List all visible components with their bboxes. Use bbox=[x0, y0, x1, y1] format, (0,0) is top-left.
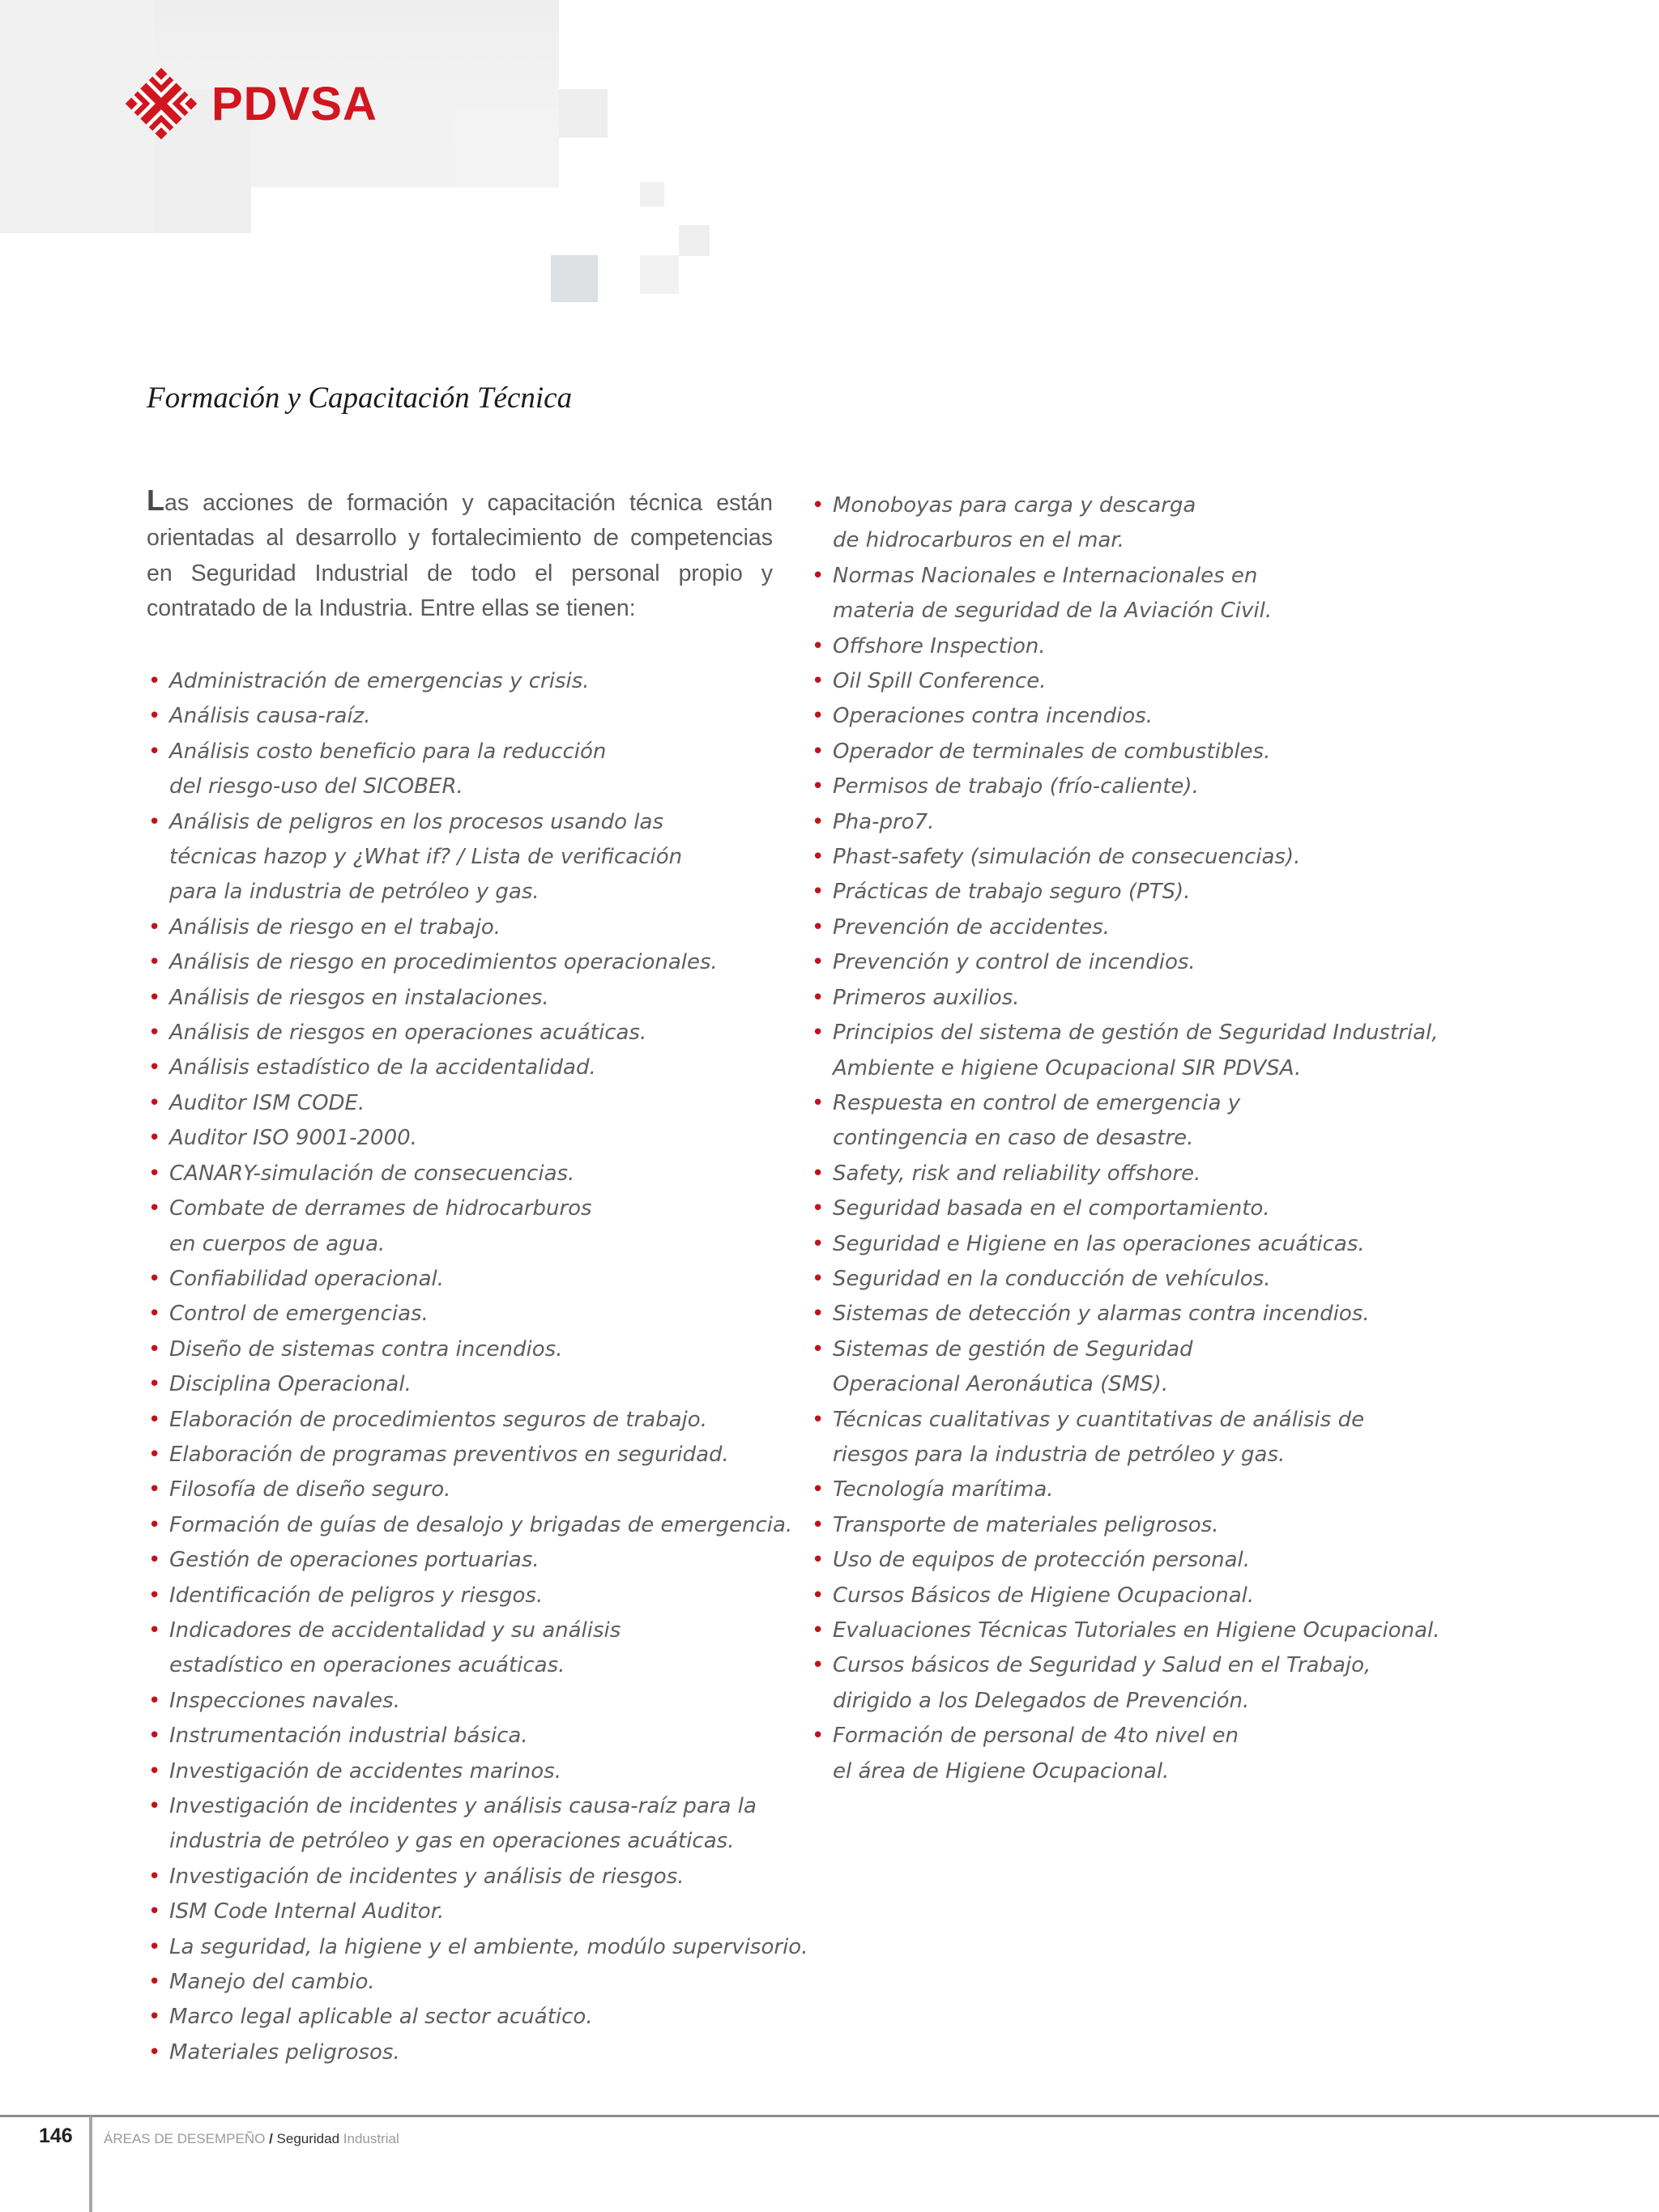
list-item-text: Permisos de trabajo (frío-caliente). bbox=[833, 774, 1199, 799]
decorative-square bbox=[679, 225, 710, 256]
bullet-icon: • bbox=[148, 1302, 161, 1327]
list-item bbox=[810, 1191, 1620, 1226]
list-item-text: Ambiente e higiene Ocupacional SIR PDVSA. bbox=[833, 1055, 1302, 1080]
bullet-icon: • bbox=[148, 1899, 161, 1924]
list-item-text: Phast-safety (simulación de consecuencias). bbox=[833, 845, 1301, 870]
bullet-icon: • bbox=[148, 1688, 161, 1713]
pdvsa-logo bbox=[124, 66, 377, 141]
bullet-icon: • bbox=[812, 914, 825, 940]
list-item-text: Oil Spill Conference. bbox=[833, 669, 1047, 694]
list-item-text: Marco legal aplicable al sector acuático. bbox=[169, 2005, 593, 2030]
bullet-icon: • bbox=[148, 914, 161, 940]
list-item-text: Confiabilidad operacional. bbox=[169, 1266, 445, 1291]
list-item bbox=[147, 1297, 787, 1332]
bullet-icon: • bbox=[812, 563, 825, 588]
list-item-text: el área de Higiene Ocupacional. bbox=[833, 1758, 1170, 1784]
list-item-text: en cuerpos de agua. bbox=[169, 1231, 386, 1256]
list-item bbox=[147, 945, 787, 980]
list-item-text: Control de emergencias. bbox=[169, 1302, 429, 1327]
bullet-icon: • bbox=[812, 985, 825, 1010]
list-item bbox=[810, 1579, 1620, 1613]
footer-subsection-light: Industrial bbox=[343, 2131, 399, 2146]
bullet-icon: • bbox=[812, 633, 825, 658]
list-item-text: de hidrocarburos en el mar. bbox=[833, 528, 1124, 553]
list-item-text: materia de seguridad de la Aviación Civil. bbox=[833, 599, 1273, 624]
bullet-icon: • bbox=[148, 1758, 161, 1784]
bullet-icon: • bbox=[812, 1512, 825, 1537]
list-item bbox=[810, 1648, 1620, 1719]
bullet-icon: • bbox=[812, 1548, 825, 1573]
list-item-text: Operacional Aeronáutica (SMS). bbox=[833, 1372, 1169, 1397]
list-item bbox=[147, 1086, 787, 1121]
bullet-icon: • bbox=[812, 950, 825, 975]
list-item-text: Seguridad basada en el comportamiento. bbox=[833, 1196, 1270, 1221]
list-item-text: Análisis de riesgos en operaciones acuáticas. bbox=[169, 1021, 647, 1046]
page-number: 146 bbox=[39, 2125, 73, 2147]
list-item bbox=[147, 1157, 787, 1191]
list-item-text: Análisis de riesgo en procedimientos operacionales. bbox=[169, 950, 718, 975]
list-item bbox=[810, 559, 1620, 629]
bullet-icon: • bbox=[812, 1302, 825, 1327]
list-item-text: Sistemas de detección y alarmas contra incendios. bbox=[833, 1302, 1370, 1327]
bullet-icon: • bbox=[148, 1336, 161, 1362]
list-item-text: Investigación de incidentes y análisis causa-raíz para la bbox=[169, 1794, 757, 1818]
list-item-text: Prácticas de trabajo seguro (PTS). bbox=[833, 880, 1191, 905]
list-item bbox=[147, 1754, 787, 1789]
list-item bbox=[147, 699, 787, 734]
list-item-text: dirigido a los Delegados de Prevención. bbox=[833, 1688, 1250, 1713]
list-item bbox=[810, 1157, 1620, 1191]
list-item-text: Prevención de accidentes. bbox=[833, 914, 1110, 940]
list-item-text: Análisis de peligros en los procesos usando las bbox=[169, 809, 663, 834]
list-item-text: Offshore Inspection. bbox=[833, 633, 1046, 658]
list-item bbox=[147, 805, 787, 910]
list-item bbox=[147, 735, 787, 805]
bullet-icon: • bbox=[148, 950, 161, 975]
list-item-text: Operador de terminales de combustibles. bbox=[833, 739, 1271, 764]
list-item bbox=[810, 1508, 1620, 1543]
list-item-text: industria de petróleo y gas en operaciones acuáticas. bbox=[169, 1829, 735, 1854]
list-item-text: Monoboyas para carga y descarga bbox=[833, 493, 1196, 518]
list-item-text: Formación de guías de desalojo y brigadas de emergencia. bbox=[169, 1512, 793, 1537]
list-item bbox=[810, 629, 1620, 664]
list-item bbox=[147, 1191, 787, 1262]
list-item bbox=[147, 1473, 787, 1507]
bullet-icon: • bbox=[148, 809, 161, 834]
list-item bbox=[810, 875, 1620, 910]
list-item-text: Análisis causa-raíz. bbox=[169, 704, 371, 729]
list-item bbox=[810, 805, 1620, 840]
footer-subsection-main: Seguridad bbox=[276, 2131, 340, 2146]
list-item bbox=[147, 1403, 787, 1438]
list-item bbox=[147, 1262, 787, 1297]
bullet-icon: • bbox=[812, 774, 825, 799]
list-item bbox=[147, 1684, 787, 1719]
list-item-text: Uso de equipos de protección personal. bbox=[833, 1548, 1250, 1573]
list-item-text: Identificación de peligros y riesgos. bbox=[169, 1583, 544, 1608]
list-item-text: Respuesta en control de emergencia y bbox=[833, 1090, 1241, 1115]
list-item-text: Gestión de operaciones portuarias. bbox=[169, 1548, 539, 1573]
list-item-text: Disciplina Operacional. bbox=[169, 1372, 412, 1397]
list-item bbox=[810, 664, 1620, 699]
intro-paragraph bbox=[147, 483, 773, 627]
list-item bbox=[810, 1262, 1620, 1297]
decorative-square bbox=[454, 138, 559, 186]
footer-divider bbox=[89, 2116, 92, 2212]
list-item-text: Seguridad en la conducción de vehículos. bbox=[833, 1266, 1271, 1291]
list-item-text: Principios del sistema de gestión de Seguridad Industrial, bbox=[833, 1021, 1439, 1046]
intro-dropcap: L bbox=[147, 484, 164, 517]
bullet-icon: • bbox=[812, 669, 825, 694]
intro-text: as acciones de formación y capacitación técnica están orientadas al desarrollo y fortalecimiento de competencias en Seguridad Industrial de todo el personal propio y contratado de la Industria. Entre ellas se tienen: bbox=[147, 490, 773, 622]
footer-breadcrumb bbox=[104, 2131, 399, 2147]
section-title: Formación y Capacitación Técnica bbox=[147, 381, 573, 415]
list-item bbox=[147, 1332, 787, 1367]
list-item bbox=[147, 1965, 787, 2000]
list-item-text: Manejo del cambio. bbox=[169, 1970, 375, 1995]
list-item bbox=[147, 1719, 787, 1754]
list-item-text: Elaboración de procedimientos seguros de trabajo. bbox=[169, 1407, 707, 1432]
list-item-text: Formación de personal de 4to nivel en bbox=[833, 1724, 1239, 1749]
list-item-text: Safety, risk and reliability offshore. bbox=[833, 1161, 1201, 1186]
list-item bbox=[810, 1613, 1620, 1648]
list-item bbox=[147, 1930, 808, 1965]
bullet-icon: • bbox=[148, 1442, 161, 1467]
list-item bbox=[810, 1297, 1620, 1332]
list-item-text: Normas Nacionales e Internacionales en bbox=[833, 563, 1258, 588]
list-item bbox=[147, 1613, 787, 1684]
bullet-icon: • bbox=[148, 1021, 161, 1046]
list-item-text: Cursos básicos de Seguridad y Salud en el Trabajo, bbox=[833, 1653, 1371, 1678]
list-item bbox=[810, 981, 1620, 1016]
bullet-icon: • bbox=[148, 739, 161, 764]
list-item-text: Análisis estadístico de la accidentalidad. bbox=[169, 1055, 596, 1080]
bullet-icon: • bbox=[148, 1055, 161, 1080]
list-item bbox=[810, 769, 1620, 804]
bullet-icon: • bbox=[812, 1231, 825, 1256]
bullet-icon: • bbox=[148, 1126, 161, 1151]
bullet-icon: • bbox=[148, 1407, 161, 1432]
list-item-text: Primeros auxilios. bbox=[833, 985, 1020, 1010]
list-item-text: para la industria de petróleo y gas. bbox=[169, 880, 539, 905]
list-item bbox=[810, 1403, 1620, 1473]
bullet-icon: • bbox=[812, 739, 825, 764]
list-item bbox=[810, 1016, 1620, 1086]
list-item bbox=[147, 1121, 787, 1156]
bullet-icon: • bbox=[812, 493, 825, 518]
bullet-icon: • bbox=[148, 669, 161, 693]
list-item bbox=[810, 910, 1620, 945]
list-item-text: técnicas hazop y ¿What if? / Lista de verificación bbox=[169, 845, 683, 870]
list-item bbox=[810, 945, 1620, 980]
list-item-text: La seguridad, la higiene y el ambiente, modúlo supervisorio. bbox=[169, 1934, 808, 1959]
bullet-icon: • bbox=[148, 1090, 161, 1115]
decorative-square bbox=[640, 255, 679, 294]
list-item-text: Instrumentación industrial básica. bbox=[169, 1724, 528, 1749]
bullet-icon: • bbox=[812, 1407, 825, 1432]
list-item bbox=[810, 1332, 1620, 1403]
bullet-icon: • bbox=[812, 1021, 825, 1046]
bullet-icon: • bbox=[812, 1653, 825, 1678]
list-item bbox=[147, 981, 787, 1016]
list-item bbox=[147, 1016, 787, 1051]
list-item bbox=[147, 1860, 787, 1894]
list-item bbox=[810, 840, 1620, 875]
list-item-text: del riesgo-uso del SICOBER. bbox=[169, 774, 463, 799]
decorative-square bbox=[640, 182, 664, 207]
bullet-icon: • bbox=[148, 1266, 161, 1291]
list-item-text: Materiales peligrosos. bbox=[169, 2039, 400, 2065]
list-item bbox=[810, 699, 1620, 734]
list-item bbox=[810, 1473, 1620, 1507]
bullet-icon: • bbox=[148, 1512, 161, 1537]
list-item-text: Investigación de accidentes marinos. bbox=[169, 1758, 561, 1784]
list-item bbox=[147, 2035, 787, 2070]
list-item bbox=[147, 1438, 787, 1473]
bullet-icon: • bbox=[148, 985, 161, 1010]
list-item bbox=[810, 1719, 1620, 1789]
list-item bbox=[810, 1543, 1620, 1578]
bullet-icon: • bbox=[148, 1970, 161, 1995]
list-item-text: Operaciones contra incendios. bbox=[833, 704, 1153, 729]
list-item-text: ISM Code Internal Auditor. bbox=[169, 1899, 445, 1924]
list-item-text: Filosofía de diseño seguro. bbox=[169, 1477, 451, 1502]
footer-rule bbox=[0, 2115, 1659, 2117]
list-item bbox=[147, 1789, 787, 1860]
bullet-icon: • bbox=[148, 1548, 161, 1573]
bullet-icon: • bbox=[812, 704, 825, 729]
list-item-text: Elaboración de programas preventivos en seguridad. bbox=[169, 1442, 729, 1467]
list-item bbox=[147, 1367, 787, 1402]
list-item-text: Sistemas de gestión de Seguridad bbox=[833, 1336, 1193, 1362]
bullet-icon: • bbox=[148, 1864, 161, 1889]
bullet-icon: • bbox=[148, 1583, 161, 1608]
bullet-icon: • bbox=[148, 1161, 161, 1186]
bullet-icon: • bbox=[148, 1372, 161, 1397]
bullet-icon: • bbox=[148, 1794, 161, 1818]
list-item bbox=[147, 1508, 793, 1543]
list-item-text: riesgos para la industria de petróleo y gas. bbox=[833, 1442, 1286, 1467]
list-item-text: Seguridad e Higiene en las operaciones acuáticas. bbox=[833, 1231, 1365, 1256]
bullet-icon: • bbox=[148, 1617, 161, 1643]
list-item bbox=[147, 1051, 787, 1085]
list-item bbox=[147, 1579, 787, 1613]
list-item-text: Prevención y control de incendios. bbox=[833, 950, 1196, 975]
bullet-icon: • bbox=[812, 1583, 825, 1608]
list-item-text: estadístico en operaciones acuáticas. bbox=[169, 1653, 565, 1678]
list-item-text: Tecnología marítima. bbox=[833, 1477, 1054, 1502]
course-list-right bbox=[810, 488, 1620, 1789]
list-item-text: Diseño de sistemas contra incendios. bbox=[169, 1336, 563, 1362]
list-item bbox=[810, 488, 1620, 559]
bullet-icon: • bbox=[812, 845, 825, 870]
list-item-text: Inspecciones navales. bbox=[169, 1688, 400, 1713]
list-item-text: contingencia en caso de desastre. bbox=[833, 1126, 1194, 1151]
bullet-icon: • bbox=[148, 1724, 161, 1749]
bullet-icon: • bbox=[148, 1934, 161, 1959]
bullet-icon: • bbox=[148, 1477, 161, 1502]
brand-name: PDVSA bbox=[211, 77, 377, 130]
list-item-text: Indicadores de accidentalidad y su análisis bbox=[169, 1617, 621, 1643]
list-item bbox=[810, 1227, 1620, 1262]
bullet-icon: • bbox=[812, 1196, 825, 1221]
list-item-text: Administración de emergencias y crisis. bbox=[169, 669, 590, 693]
list-item-text: CANARY-simulación de consecuencias. bbox=[169, 1161, 575, 1186]
bullet-icon: • bbox=[812, 1090, 825, 1115]
course-list-left bbox=[147, 664, 808, 2070]
bullet-icon: • bbox=[148, 2005, 161, 2030]
decorative-square bbox=[551, 255, 598, 302]
list-item-text: Análisis costo beneficio para la reducción bbox=[169, 739, 607, 764]
list-item-text: Combate de derrames de hidrocarburos bbox=[169, 1196, 592, 1221]
list-item bbox=[810, 735, 1620, 769]
list-item-text: Técnicas cualitativas y cuantitativas de análisis de bbox=[833, 1407, 1365, 1432]
list-item bbox=[147, 910, 787, 945]
list-item-text: Cursos Básicos de Higiene Ocupacional. bbox=[833, 1583, 1255, 1608]
bullet-icon: • bbox=[812, 1266, 825, 1291]
bullet-icon: • bbox=[812, 809, 825, 834]
bullet-icon: • bbox=[148, 1196, 161, 1221]
bullet-icon: • bbox=[812, 1161, 825, 1186]
list-item-text: Transporte de materiales peligrosos. bbox=[833, 1512, 1219, 1537]
bullet-icon: • bbox=[812, 1336, 825, 1362]
pdvsa-emblem-icon bbox=[124, 66, 198, 141]
list-item-text: Investigación de incidentes y análisis de riesgos. bbox=[169, 1864, 684, 1889]
footer-separator: / bbox=[269, 2131, 273, 2146]
bullet-icon: • bbox=[812, 1477, 825, 1502]
list-item-text: Auditor ISM CODE. bbox=[169, 1090, 365, 1115]
list-item-text: Pha-pro7. bbox=[833, 809, 935, 834]
decorative-square bbox=[559, 89, 608, 138]
bullet-icon: • bbox=[812, 1618, 825, 1643]
list-item-text: Análisis de riesgo en el trabajo. bbox=[169, 914, 501, 940]
list-item bbox=[147, 1894, 787, 1929]
bullet-icon: • bbox=[148, 704, 161, 729]
footer-section: ÁREAS DE DESEMPEÑO bbox=[104, 2131, 266, 2146]
list-item bbox=[147, 2000, 787, 2035]
list-item bbox=[147, 1543, 787, 1578]
list-item bbox=[147, 664, 787, 699]
list-item-text: Evaluaciones Técnicas Tutoriales en Higiene Ocupacional. bbox=[833, 1618, 1440, 1643]
bullet-icon: • bbox=[812, 1724, 825, 1749]
list-item-text: Auditor ISO 9001-2000. bbox=[169, 1126, 417, 1151]
bullet-icon: • bbox=[812, 880, 825, 905]
list-item-text: Análisis de riesgos en instalaciones. bbox=[169, 985, 549, 1010]
bullet-icon: • bbox=[148, 2039, 161, 2065]
list-item bbox=[810, 1086, 1620, 1157]
